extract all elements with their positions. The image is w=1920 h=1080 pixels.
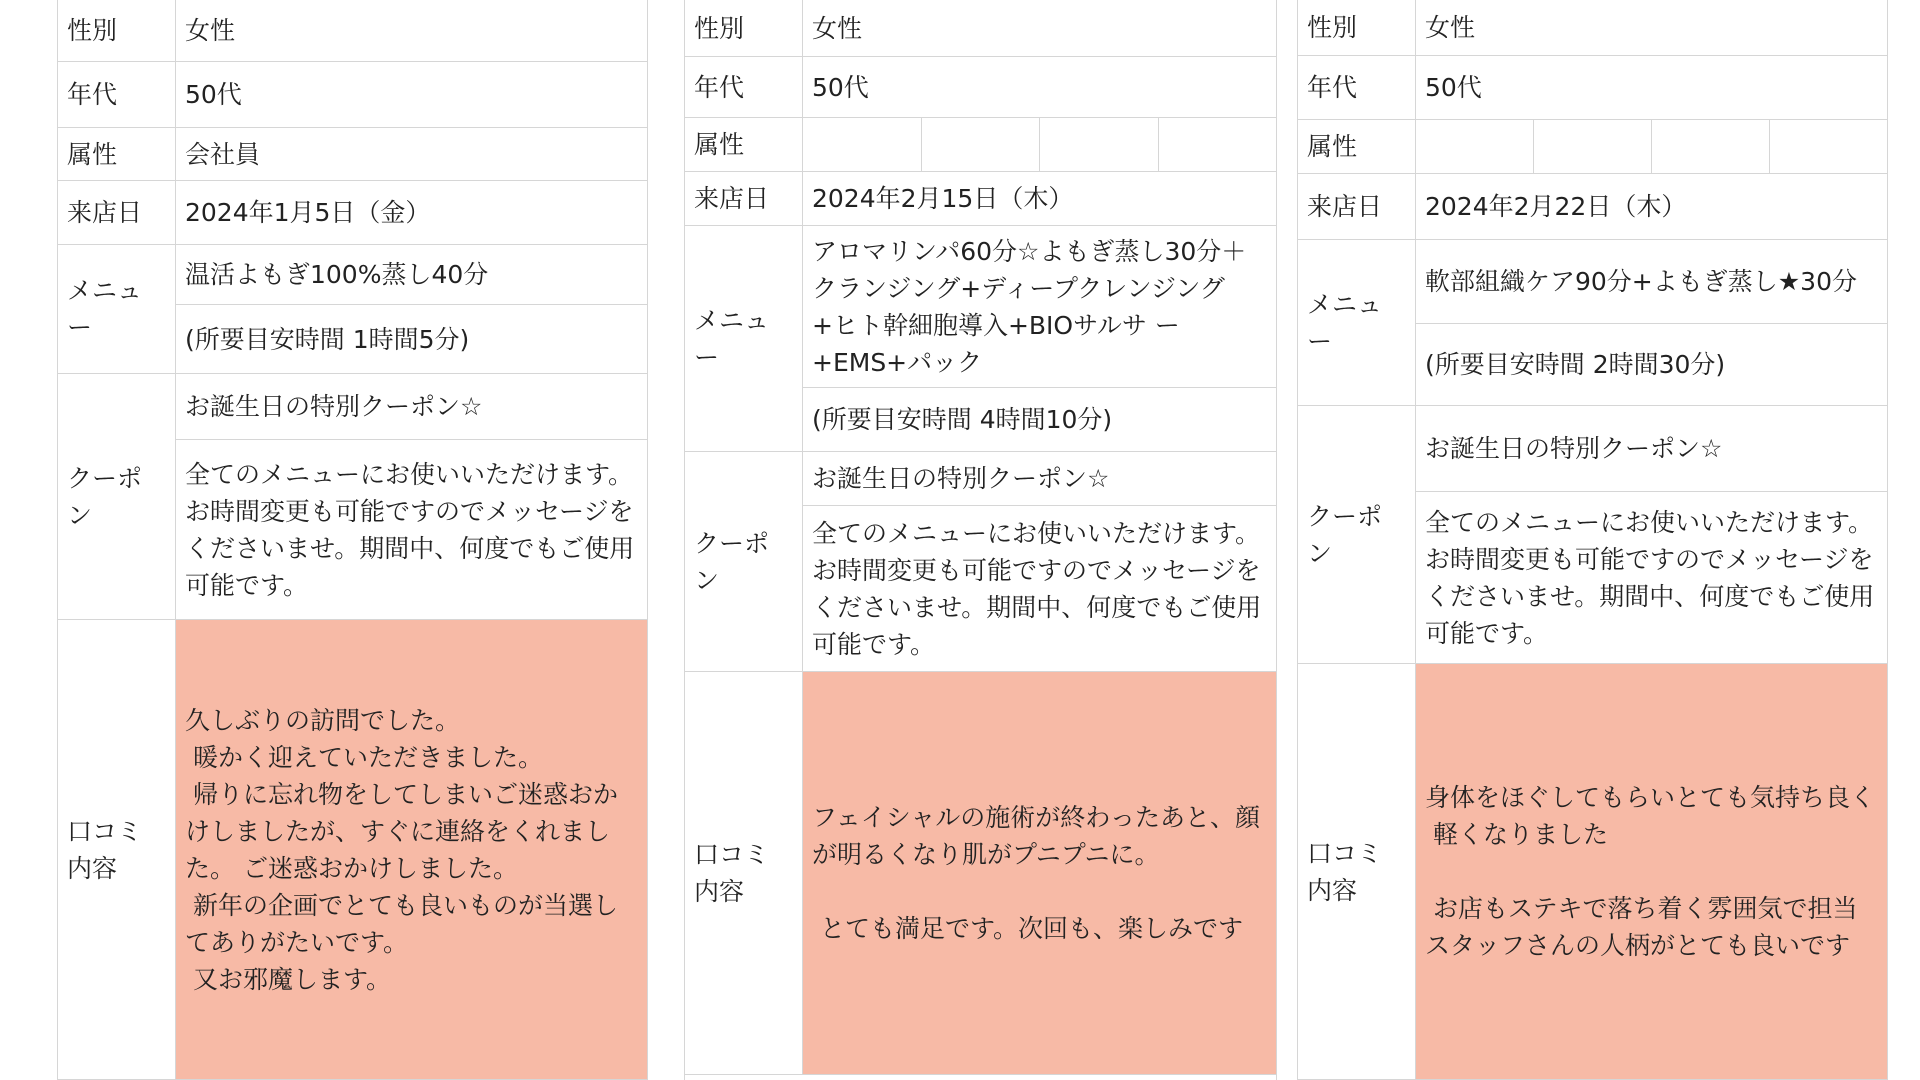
review-text: 久しぶりの訪問でした。 暖かく迎えていただきました。 帰りに忘れ物をしてしまいご迷惑おかけしましたが、すぐに連絡をくれました。 ご迷惑おかけしました。 新年の企画でとても良いものが当選してありがたいです。 又お邪魔します。 bbox=[176, 620, 647, 1080]
age-row bbox=[685, 57, 1276, 118]
coupon-description: 全てのメニューにお使いいただけます。お時間変更も可能ですのでメッセージをくださいませ。期間中、何度でもご使用可能です。 bbox=[1416, 492, 1887, 664]
attribute-label: 属性 bbox=[58, 128, 176, 181]
visit-row bbox=[685, 172, 1276, 226]
review-row bbox=[685, 672, 1276, 1075]
age-label: 年代 bbox=[58, 62, 176, 128]
attribute-label: 属性 bbox=[1298, 120, 1416, 174]
gender-value: 女性 bbox=[176, 0, 647, 62]
gender-value: 女性 bbox=[1416, 0, 1887, 56]
menu-label: メニュー bbox=[1298, 240, 1416, 406]
gender-value: 女性 bbox=[803, 0, 1276, 57]
age-row bbox=[1298, 56, 1887, 120]
attribute-row bbox=[58, 128, 647, 181]
gender-row bbox=[685, 0, 1276, 57]
review-card-1 bbox=[57, 0, 648, 1080]
coupon-row bbox=[685, 452, 1276, 672]
menu-value: アロマリンパ60分☆よもぎ蒸し30分＋クランジング+ディープクレンジング+ヒト幹細胞導入+BIOサルサ ー+EMS+パック bbox=[803, 226, 1276, 388]
review-label: 口コミ内容 bbox=[58, 620, 176, 1080]
gender-label: 性別 bbox=[1298, 0, 1416, 56]
gender-label: 性別 bbox=[58, 0, 176, 62]
menu-value: 温活よもぎ100%蒸し40分 bbox=[176, 245, 647, 305]
attribute-empty-cells bbox=[1416, 120, 1887, 174]
attribute-value: 会社員 bbox=[176, 128, 647, 181]
visit-row bbox=[1298, 174, 1887, 240]
gender-row bbox=[1298, 0, 1887, 56]
visit-label: 来店日 bbox=[1298, 174, 1416, 240]
gender-label: 性別 bbox=[685, 0, 803, 57]
menu-time-value: (所要目安時間 1時間5分) bbox=[176, 305, 647, 374]
visit-value: 2024年1月5日（金） bbox=[176, 181, 647, 245]
coupon-description: 全てのメニューにお使いいただけます。お時間変更も可能ですのでメッセージをくださいませ。期間中、何度でもご使用可能です。 bbox=[176, 440, 647, 620]
coupon-label: クーポン bbox=[1298, 406, 1416, 664]
coupon-row bbox=[1298, 406, 1887, 664]
visit-value: 2024年2月22日（木） bbox=[1416, 174, 1887, 240]
age-row bbox=[58, 62, 647, 128]
review-text: 身体をほぐしてもらいとても気持ち良く 軽くなりました お店もステキで落ち着く雰囲気で担当スタッフさんの人柄がとても良いです bbox=[1416, 664, 1887, 1080]
menu-row bbox=[58, 245, 647, 374]
review-row bbox=[58, 620, 647, 1080]
age-value: 50代 bbox=[803, 57, 1276, 118]
coupon-label: クーポン bbox=[685, 452, 803, 672]
review-label: 口コミ内容 bbox=[1298, 664, 1416, 1080]
age-value: 50代 bbox=[1416, 56, 1887, 120]
visit-label: 来店日 bbox=[58, 181, 176, 245]
review-label: 口コミ内容 bbox=[685, 672, 803, 1075]
menu-time-value: (所要目安時間 4時間10分) bbox=[803, 388, 1276, 452]
age-label: 年代 bbox=[1298, 56, 1416, 120]
review-row bbox=[1298, 664, 1887, 1080]
attribute-label: 属性 bbox=[685, 118, 803, 172]
coupon-description: 全てのメニューにお使いいただけます。お時間変更も可能ですのでメッセージをくださいませ。期間中、何度でもご使用可能です。 bbox=[803, 506, 1276, 672]
coupon-title: お誕生日の特別クーポン☆ bbox=[803, 452, 1276, 506]
attribute-row bbox=[685, 118, 1276, 172]
coupon-row bbox=[58, 374, 647, 620]
age-label: 年代 bbox=[685, 57, 803, 118]
coupon-title: お誕生日の特別クーポン☆ bbox=[1416, 406, 1887, 492]
coupon-title: お誕生日の特別クーポン☆ bbox=[176, 374, 647, 440]
menu-row bbox=[1298, 240, 1887, 406]
menu-value: 軟部組織ケア90分+よもぎ蒸し★30分 bbox=[1416, 240, 1887, 324]
gender-row bbox=[58, 0, 647, 62]
visit-label: 来店日 bbox=[685, 172, 803, 226]
visit-row bbox=[58, 181, 647, 245]
menu-time-value: (所要目安時間 2時間30分) bbox=[1416, 324, 1887, 406]
menu-row bbox=[685, 226, 1276, 452]
coupon-label: クーポン bbox=[58, 374, 176, 620]
attribute-row bbox=[1298, 120, 1887, 174]
review-card-3 bbox=[1297, 0, 1888, 1080]
age-value: 50代 bbox=[176, 62, 647, 128]
visit-value: 2024年2月15日（木） bbox=[803, 172, 1276, 226]
review-text: フェイシャルの施術が終わったあと、顔が明るくなり肌がプニプニに。 とても満足です。次回も、楽しみです bbox=[803, 672, 1276, 1075]
attribute-empty-cells bbox=[803, 118, 1276, 172]
menu-label: メニュー bbox=[685, 226, 803, 452]
menu-label: メニュー bbox=[58, 245, 176, 374]
review-card-2 bbox=[684, 0, 1277, 1080]
